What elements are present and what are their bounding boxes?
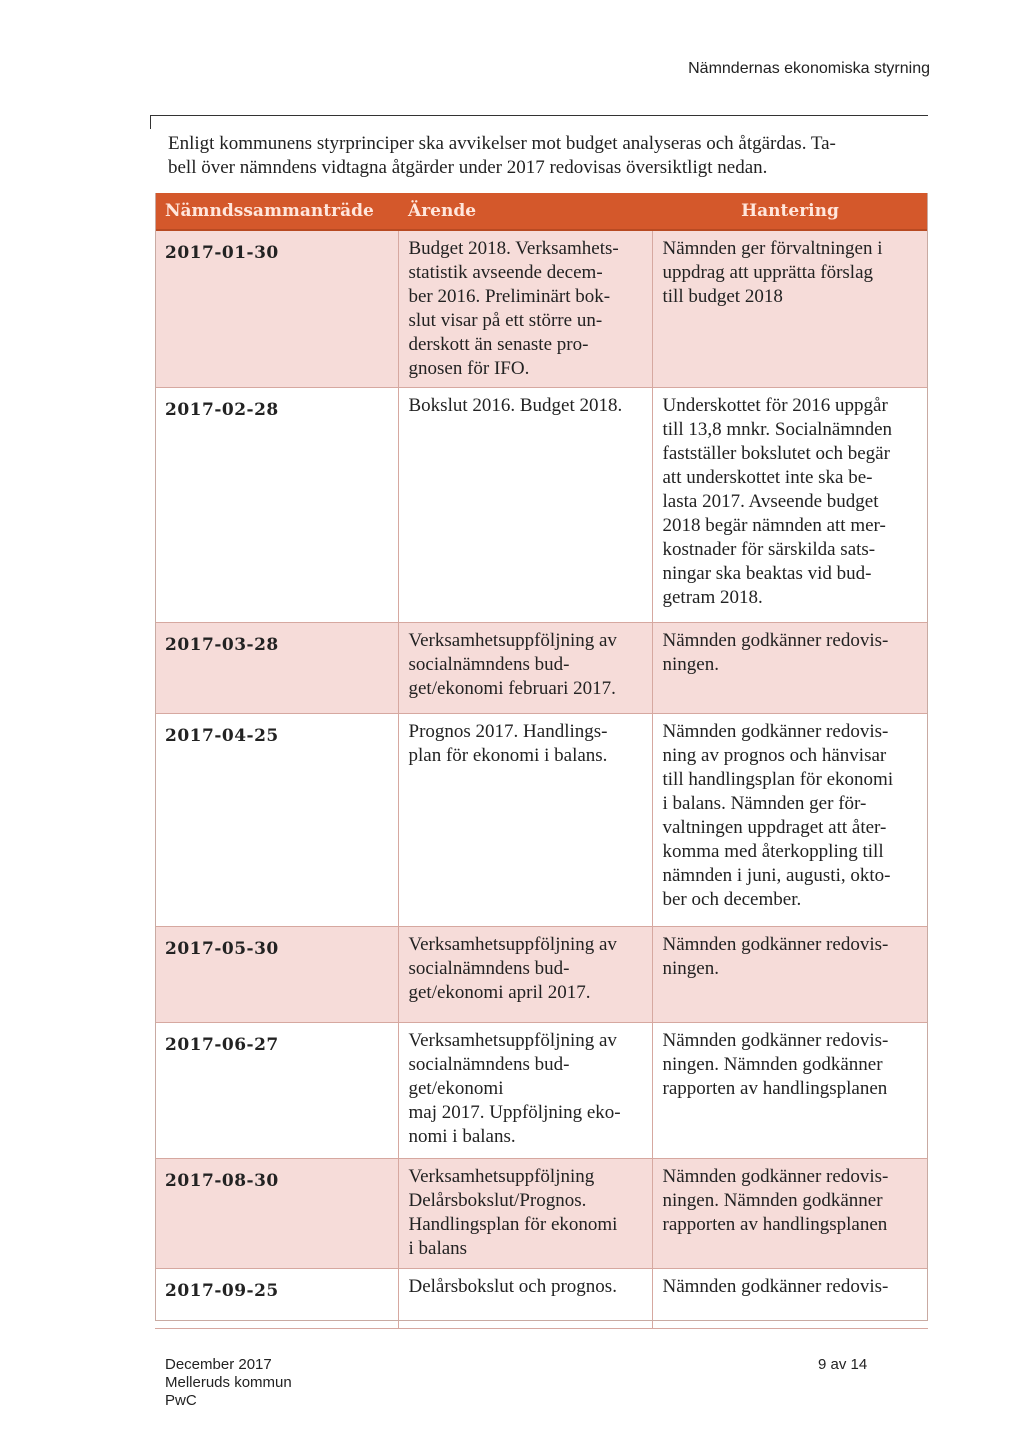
hantering-line: fastställer bokslutet och begär bbox=[662, 443, 890, 464]
footer-org: Melleruds kommun bbox=[165, 1374, 292, 1391]
arende-line: Bokslut 2016. Budget 2018. bbox=[408, 395, 623, 416]
arende-line: Verksamhetsuppföljning av bbox=[408, 934, 617, 955]
arende-line: gnosen för IFO. bbox=[408, 358, 530, 379]
meeting-date: 2017-03-28 bbox=[155, 623, 398, 714]
arende-line: Verksamhetsuppföljning bbox=[408, 1166, 595, 1187]
table-row bbox=[155, 623, 928, 714]
table-row bbox=[155, 388, 928, 623]
meeting-date: 2017-02-28 bbox=[155, 388, 398, 623]
intro-paragraph bbox=[168, 132, 920, 180]
hantering-line: nämnden i juni, augusti, okto- bbox=[662, 865, 891, 886]
hantering-line: Nämnden godkänner redovis- bbox=[662, 630, 889, 651]
hantering-line: rapporten av handlingsplanen bbox=[662, 1078, 888, 1099]
arende-cell bbox=[398, 1023, 652, 1159]
arende-line: get/ekonomi bbox=[408, 1078, 504, 1099]
hantering-line: Nämnden godkänner redovis- bbox=[662, 1276, 889, 1297]
header-rule-tick bbox=[150, 115, 151, 129]
hantering-line: 2018 begär nämnden att mer- bbox=[662, 515, 886, 536]
arende-line: Delårsbokslut och prognos. bbox=[408, 1276, 617, 1297]
arende-line: nomi i balans. bbox=[408, 1126, 516, 1147]
hantering-line: Nämnden godkänner redovis- bbox=[662, 1030, 889, 1051]
arende-cell bbox=[398, 388, 652, 623]
arende-cell bbox=[398, 1159, 652, 1269]
footer-left bbox=[165, 1356, 292, 1410]
footer-date: December 2017 bbox=[165, 1356, 272, 1373]
hantering-line: Nämnden godkänner redovis- bbox=[662, 1166, 889, 1187]
meeting-date: 2017-04-25 bbox=[155, 714, 398, 927]
running-header: Nämndernas ekonomiska styrning bbox=[688, 60, 930, 77]
hantering-line: Nämnden godkänner redovis- bbox=[662, 721, 889, 742]
hantering-line: Nämnden ger förvaltningen i bbox=[662, 238, 883, 259]
hantering-cell bbox=[652, 927, 928, 1023]
arende-line: maj 2017. Uppföljning eko- bbox=[408, 1102, 621, 1123]
arende-cell bbox=[398, 714, 652, 927]
meeting-date: 2017-09-25 bbox=[155, 1269, 398, 1329]
arende-cell bbox=[398, 623, 652, 714]
table-row bbox=[155, 714, 928, 927]
hantering-cell bbox=[652, 623, 928, 714]
header-hantering: Hantering bbox=[652, 193, 928, 230]
header-rule bbox=[150, 115, 928, 116]
table-row bbox=[155, 1159, 928, 1269]
hantering-cell bbox=[652, 1159, 928, 1269]
table-header-row bbox=[155, 193, 928, 230]
hantering-line: ning av prognos och hänvisar bbox=[662, 745, 887, 766]
arende-cell bbox=[398, 1269, 652, 1329]
arende-line: Prognos 2017. Handlings- bbox=[408, 721, 608, 742]
actions-table bbox=[155, 193, 928, 1329]
hantering-cell bbox=[652, 388, 928, 623]
hantering-line: ningen. bbox=[662, 958, 719, 979]
table-row bbox=[155, 927, 928, 1023]
arende-line: socialnämndens bud- bbox=[408, 1054, 570, 1075]
arende-cell bbox=[398, 230, 652, 388]
table-row bbox=[155, 1023, 928, 1159]
table-row bbox=[155, 230, 928, 388]
hantering-line: i balans. Nämnden ger för- bbox=[662, 793, 867, 814]
hantering-line: till budget 2018 bbox=[662, 286, 783, 307]
intro-line-2: bell över nämndens vidtagna åtgärder under 2017 redovisas översiktligt nedan. bbox=[168, 157, 768, 178]
arende-line: Verksamhetsuppföljning av bbox=[408, 630, 617, 651]
arende-line: i balans bbox=[408, 1238, 468, 1259]
hantering-cell bbox=[652, 230, 928, 388]
hantering-line: att underskottet inte ska be- bbox=[662, 467, 873, 488]
hantering-line: Nämnden godkänner redovis- bbox=[662, 934, 889, 955]
hantering-line: ningen. Nämnden godkänner bbox=[662, 1054, 883, 1075]
hantering-line: till 13,8 mnkr. Socialnämnden bbox=[662, 419, 893, 440]
hantering-cell bbox=[652, 1023, 928, 1159]
table-row bbox=[155, 1269, 928, 1329]
intro-line-1: Enligt kommunens styrprinciper ska avvikelser mot budget analyseras och åtgärdas. Ta- bbox=[168, 133, 836, 154]
hantering-line: Underskottet för 2016 uppgår bbox=[662, 395, 888, 416]
meeting-date: 2017-01-30 bbox=[155, 230, 398, 388]
meeting-date: 2017-08-30 bbox=[155, 1159, 398, 1269]
arende-line: Budget 2018. Verksamhets- bbox=[408, 238, 619, 259]
page-number: 9 av 14 bbox=[818, 1356, 868, 1373]
header-namndssammantrade: Nämndssammanträde bbox=[155, 193, 398, 230]
arende-line: socialnämndens bud- bbox=[408, 958, 570, 979]
hantering-line: uppdrag att upprätta förslag bbox=[662, 262, 874, 283]
hantering-line: komma med återkoppling till bbox=[662, 841, 884, 862]
meeting-date: 2017-06-27 bbox=[155, 1023, 398, 1159]
arende-line: slut visar på ett större un- bbox=[408, 310, 603, 331]
arende-line: Delårsbokslut/Prognos. bbox=[408, 1190, 587, 1211]
meeting-date: 2017-05-30 bbox=[155, 927, 398, 1023]
hantering-cell bbox=[652, 1269, 928, 1329]
hantering-line: ningen. bbox=[662, 654, 719, 675]
hantering-line: ningen. Nämnden godkänner bbox=[662, 1190, 883, 1211]
arende-line: derskott än senaste pro- bbox=[408, 334, 589, 355]
arende-line: statistik avseende decem- bbox=[408, 262, 603, 283]
hantering-cell bbox=[652, 714, 928, 927]
hantering-line: ber och december. bbox=[662, 889, 802, 910]
arende-line: ber 2016. Preliminärt bok- bbox=[408, 286, 611, 307]
arende-line: socialnämndens bud- bbox=[408, 654, 570, 675]
arende-line: get/ekonomi februari 2017. bbox=[408, 678, 616, 699]
arende-line: Verksamhetsuppföljning av bbox=[408, 1030, 617, 1051]
hantering-line: ningar ska beaktas vid bud- bbox=[662, 563, 872, 584]
hantering-line: kostnader för särskilda sats- bbox=[662, 539, 876, 560]
arende-line: Handlingsplan för ekonomi bbox=[408, 1214, 618, 1235]
hantering-line: lasta 2017. Avseende budget bbox=[662, 491, 879, 512]
hantering-line: valtningen uppdraget att åter- bbox=[662, 817, 887, 838]
arende-line: plan för ekonomi i balans. bbox=[408, 745, 608, 766]
header-arende: Ärende bbox=[398, 193, 652, 230]
arende-line: get/ekonomi april 2017. bbox=[408, 982, 591, 1003]
hantering-line: till handlingsplan för ekonomi bbox=[662, 769, 894, 790]
arende-cell bbox=[398, 927, 652, 1023]
footer-firm: PwC bbox=[165, 1392, 197, 1409]
hantering-line: getram 2018. bbox=[662, 587, 763, 608]
hantering-line: rapporten av handlingsplanen bbox=[662, 1214, 888, 1235]
